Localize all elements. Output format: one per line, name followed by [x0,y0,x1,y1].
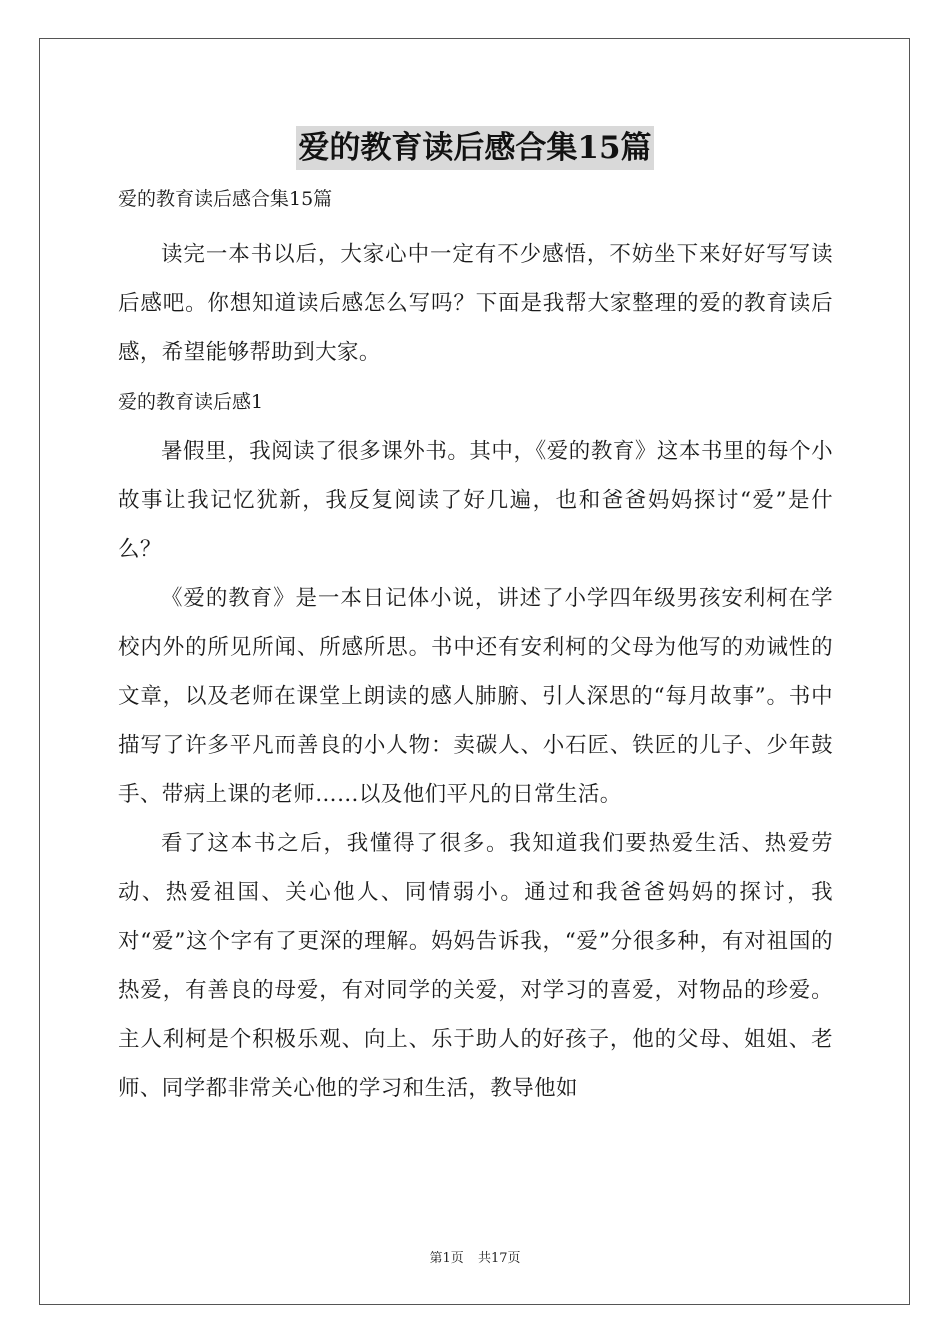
document-title: 爱的教育读后感合集15篇 [296,126,653,170]
document-body [118,182,833,1113]
page-footer [0,1247,950,1266]
body-paragraph: 《爱的教育》是一本日记体小说，讲述了小学四年级男孩安利柯在学校内外的所见所闻、所感所思。书中还有安利柯的父母为他写的劝诫性的文章，以及老师在课堂上朗读的感人肺腑、引人深思的“每月故事”。书中描写了许多平凡而善良的小人物：卖碳人、小石匠、铁匠的儿子、少年鼓手、带病上课的老师……以及他们平凡的日常生活。 [118,586,833,807]
section-heading: 爱的教育读后感1 [118,391,264,413]
title-container [0,126,950,170]
intro-paragraph: 读完一本书以后，大家心中一定有不少感悟，不妨坐下来好好写写读后感吧。你想知道读后感怎么写吗？下面是我帮大家整理的爱的教育读后感，希望能够帮助到大家。 [118,242,833,365]
page-total: 共17页 [477,1251,521,1266]
page-number: 第1页 [429,1251,464,1266]
document-subtitle: 爱的教育读后感合集15篇 [118,188,333,210]
body-paragraph: 看了这本书之后，我懂得了很多。我知道我们要热爱生活、热爱劳动、热爱祖国、关心他人、同情弱小。通过和我爸爸妈妈的探讨，我对“爱”这个字有了更深的理解。妈妈告诉我，“爱”分很多种，有对祖国的热爱，有善良的母爱，有对同学的关爱，对学习的喜爱，对物品的珍爱。主人利柯是个积极乐观、向上、乐于助人的好孩子，他的父母、姐姐、老师、同学都非常关心他的学习和生活，教导他如 [118,831,833,1101]
body-paragraph: 暑假里，我阅读了很多课外书。其中，《爱的教育》这本书里的每个小故事让我记忆犹新，我反复阅读了好几遍，也和爸爸妈妈探讨“爱”是什么？ [118,439,833,562]
